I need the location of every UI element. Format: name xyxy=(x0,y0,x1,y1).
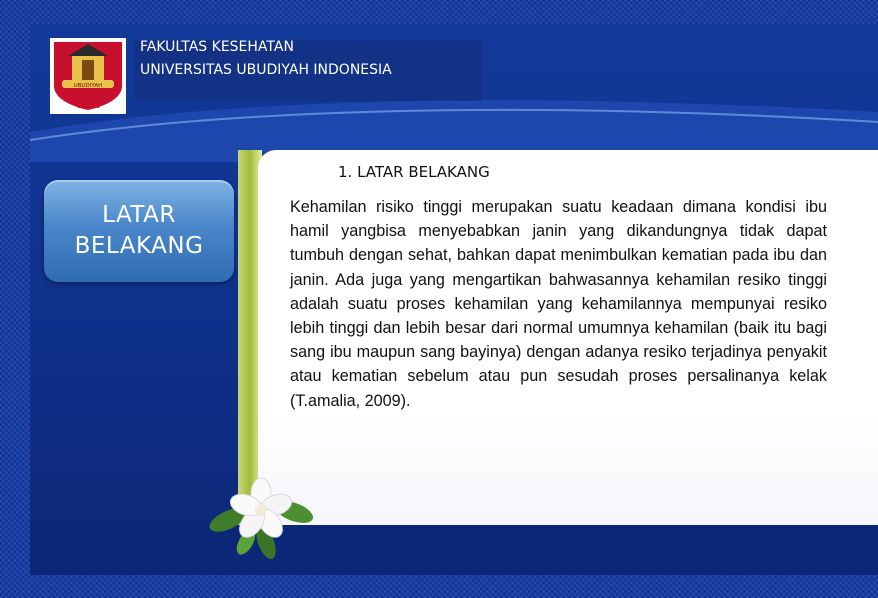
faculty-name: FAKULTAS KESEHATAN xyxy=(140,39,294,55)
background-paragraph: Kehamilan risiko tinggi merupakan suatu keadaan dimana kondisi ibu hamil yangbisa menyebabkan janin yang dikandungnya tidak dapat tumbuh dengan sehat, bahkan dapat menimbulkan kematian pada ibu dan janin. Ada juga yang mengartikan bahwasannya kehamilan resiko tinggi adalah suatu proses kehamilan yang kehamilannya mempunyai resiko lebih tinggi dan lebih besar dari normal umumnya kehamilan (baik itu bagi sang ibu maupun sang bayinya) dengan adanya resiko terjadinya penyakit atau kematian sebelum atau pun sesudah proses persalinanya kelak (T.amalia, 2009). xyxy=(290,198,827,410)
university-logo xyxy=(48,36,128,116)
logo-initials: U U I xyxy=(75,101,101,111)
university-name: UNIVERSITAS UBUDIYAH INDONESIA xyxy=(140,62,392,78)
gardenia-flower-icon xyxy=(206,470,316,560)
section-title: 1. LATAR BELAKANG xyxy=(338,163,490,181)
latar-belakang-button-label: LATAR BELAKANG xyxy=(74,202,204,259)
latar-belakang-button[interactable] xyxy=(44,180,234,282)
footer-bar xyxy=(30,525,878,575)
logo-banner: UBUDIYAH xyxy=(73,83,103,89)
